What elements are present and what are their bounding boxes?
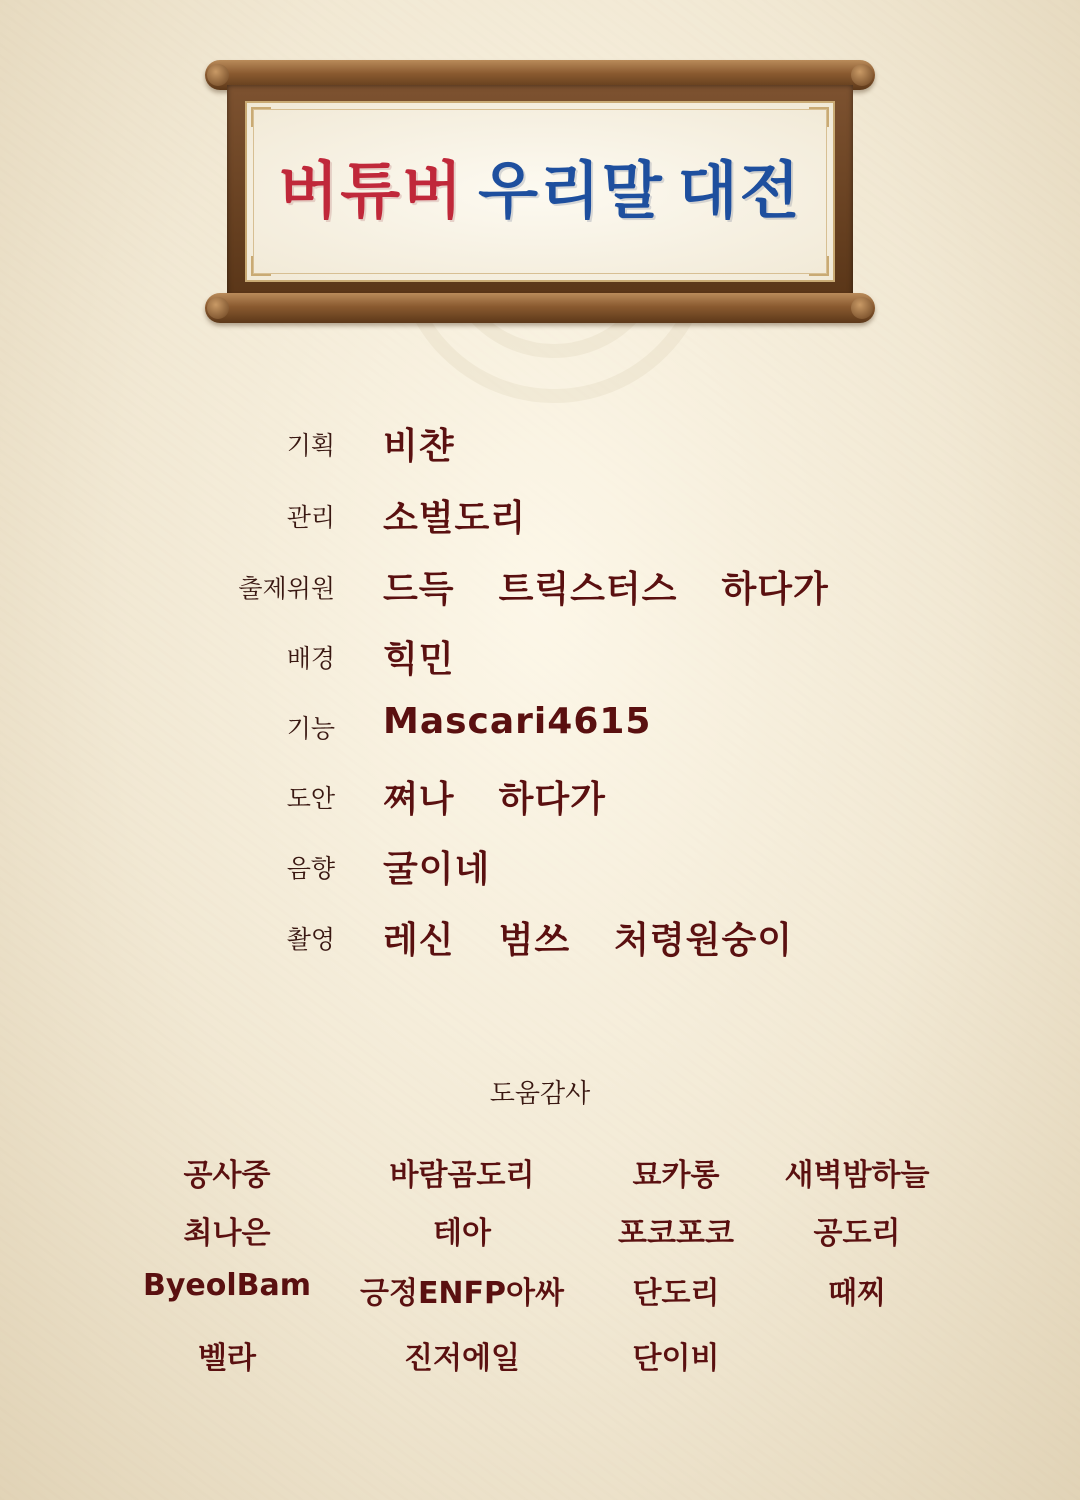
thanks-name: 최나은: [183, 1216, 271, 1251]
thanks-name: 벨라: [198, 1341, 256, 1376]
credit-role: 관리: [286, 503, 335, 532]
credit-name: 드득: [383, 569, 455, 610]
credit-name: 하다가: [721, 569, 829, 610]
thanks-name: 바람곰도리: [389, 1158, 535, 1193]
credit-name: 레신: [383, 920, 455, 961]
thanks-name: ByeolBam: [142, 1268, 312, 1303]
title-panel: [245, 101, 835, 282]
page-title: [247, 151, 833, 231]
credit-name: 트릭스터스: [498, 569, 678, 610]
credit-row-planning: [0, 418, 1080, 468]
thanks-name: 묘카롱: [632, 1158, 720, 1193]
credit-role: 도안: [286, 784, 335, 813]
credit-role: 촬영: [286, 925, 335, 954]
title-scroll-banner: [205, 60, 875, 325]
credit-name: Mascari4615: [383, 701, 652, 742]
credit-role: 기능: [286, 714, 335, 743]
thanks-name: 진저에일: [404, 1341, 520, 1376]
thanks-name: 때찌: [828, 1276, 886, 1311]
thanks-name: 공사중: [183, 1158, 271, 1193]
credit-name: 비챤: [383, 426, 455, 467]
credit-row-sound: [0, 841, 1080, 891]
credit-name: 소벌도리: [383, 498, 527, 539]
title-part-1: 버튜버: [278, 154, 465, 227]
credit-role: 배경: [286, 644, 335, 673]
credit-name: 쪄나: [383, 779, 455, 820]
credit-name: 처령원숭이: [614, 920, 794, 961]
corner-ornament: [251, 107, 271, 127]
thanks-name: 단이비: [632, 1341, 720, 1376]
thanks-name: 긍정ENFP아싸: [359, 1276, 564, 1311]
corner-ornament: [809, 256, 829, 276]
thanks-heading: 도움감사: [489, 1079, 591, 1109]
thanks-name: 공도리: [813, 1216, 901, 1251]
thanks-name: 테아: [433, 1216, 491, 1251]
title-part-3: 대전: [677, 154, 802, 227]
credit-role: 기획: [286, 431, 335, 460]
scroll-frame: [227, 85, 853, 298]
thanks-name: 새벽밤하늘: [784, 1158, 930, 1193]
credit-row-features: [0, 701, 1080, 751]
scroll-rod-bottom: [205, 293, 875, 323]
corner-ornament: [251, 256, 271, 276]
thanks-name: 포코포코: [618, 1216, 734, 1251]
credit-row-background: [0, 631, 1080, 681]
credit-row-management: [0, 490, 1080, 540]
credit-role: 음향: [286, 854, 335, 883]
credit-row-question-committee: [0, 561, 1080, 611]
corner-ornament: [809, 107, 829, 127]
credit-name: 하다가: [498, 779, 606, 820]
credit-name: 범쓰: [498, 920, 571, 961]
title-part-2: 우리말: [478, 154, 664, 227]
credit-row-design: [0, 771, 1080, 821]
credit-name: 굴이네: [383, 849, 491, 890]
thanks-name: 단도리: [632, 1276, 720, 1311]
credit-name: 힉민: [383, 639, 455, 680]
credit-role: 출제위원: [238, 574, 335, 603]
credit-row-filming: [0, 912, 1080, 962]
